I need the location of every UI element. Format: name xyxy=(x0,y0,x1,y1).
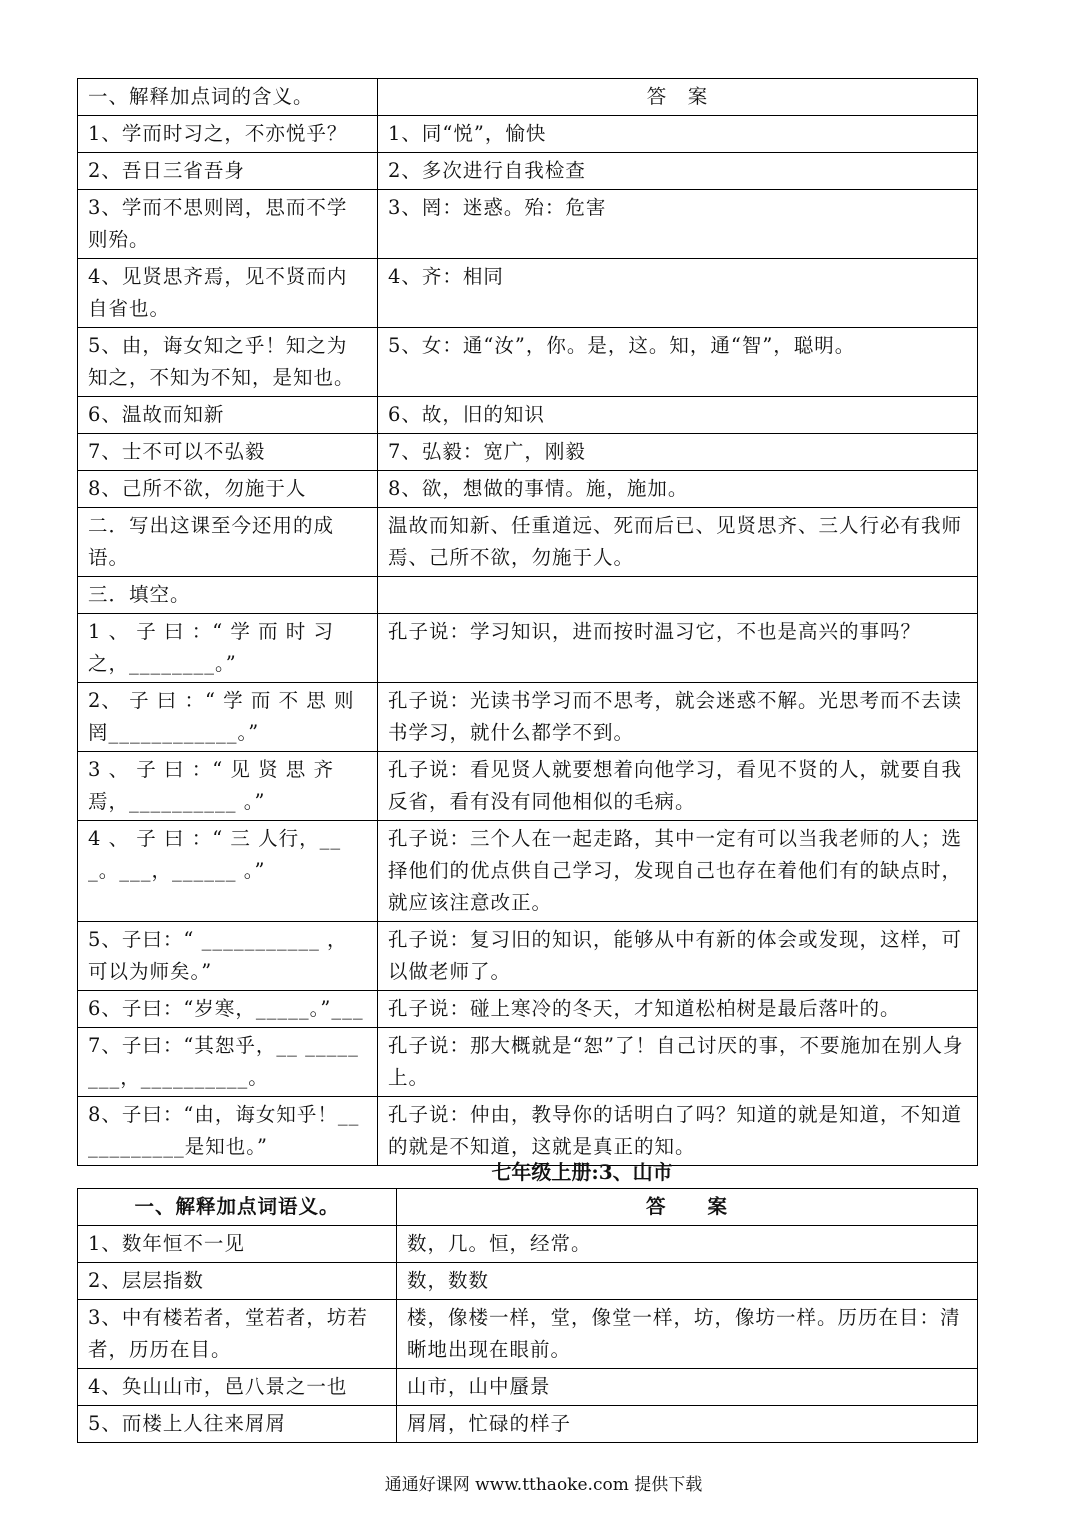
question-cell: 6、子曰：“岁寒，_____。”___ xyxy=(78,991,378,1028)
table-header-row xyxy=(78,1189,978,1226)
table-row xyxy=(78,683,978,752)
question-cell: 5、而楼上人往来屑屑 xyxy=(78,1406,397,1443)
table-row xyxy=(78,577,978,614)
answer-cell: 2、多次进行自我检查 xyxy=(378,153,978,190)
answer-cell: 孔子说：仲由，教导你的话明白了吗？知道的就是知道，不知道的就是不知道，这就是真正的知。 xyxy=(378,1097,978,1166)
answer-cell: 孔子说：看见贤人就要想着向他学习，看见不贤的人，就要自我反省，看有没有同他相似的毛病。 xyxy=(378,752,978,821)
answer-cell: 1、同“悦”，愉快 xyxy=(378,116,978,153)
header-answer: 答 案 xyxy=(378,79,978,116)
table-row xyxy=(78,259,978,328)
answer-cell: 楼，像楼一样，堂，像堂一样，坊，像坊一样。历历在目：清晰地出现在眼前。 xyxy=(397,1300,978,1369)
question-cell: 3、中有楼若者，堂若者，坊若者，历历在目。 xyxy=(78,1300,397,1369)
answer-cell: 孔子说：那大概就是“恕”了！自己讨厌的事，不要施加在别人身上。 xyxy=(378,1028,978,1097)
table-row xyxy=(78,922,978,991)
question-cell: 1、学而时习之，不亦悦乎？ xyxy=(78,116,378,153)
table-shanshi xyxy=(77,1188,978,1443)
table-row xyxy=(78,397,978,434)
answer-cell xyxy=(378,577,978,614)
table-row xyxy=(78,752,978,821)
question-cell: 6、温故而知新 xyxy=(78,397,378,434)
table-header-row xyxy=(78,79,978,116)
question-cell: 2、层层指数 xyxy=(78,1263,397,1300)
table-row xyxy=(78,1406,978,1443)
table-row xyxy=(78,328,978,397)
question-cell: 7、士不可以不弘毅 xyxy=(78,434,378,471)
table-row xyxy=(78,1369,978,1406)
header-answer: 答 案 xyxy=(397,1189,978,1226)
table-row xyxy=(78,991,978,1028)
answer-cell: 5、女：通“汝”，你。是，这。知，通“智”，聪明。 xyxy=(378,328,978,397)
question-cell: 7、子曰：“其恕乎，__ ________，__________。 xyxy=(78,1028,378,1097)
answer-cell: 屑屑，忙碌的样子 xyxy=(397,1406,978,1443)
table-row xyxy=(78,116,978,153)
question-cell: 4、奂山山市，邑八景之一也 xyxy=(78,1369,397,1406)
question-cell: 三．填空。 xyxy=(78,577,378,614)
footer-credit: 通通好课网 www.tthaoke.com 提供下载 xyxy=(384,1475,703,1495)
question-cell: 4、见贤思齐焉，见不贤而内自省也。 xyxy=(78,259,378,328)
question-cell: 1 、 子 曰 ：“ 学 而 时 习之，________。” xyxy=(78,614,378,683)
header-question: 一、解释加点词语义。 xyxy=(78,1189,397,1226)
answer-cell: 4、齐：相同 xyxy=(378,259,978,328)
answer-cell: 孔子说：三个人在一起走路，其中一定有可以当我老师的人；选择他们的优点供自己学习，发现自己也存在着他们有的缺点时，就应该注意改正。 xyxy=(378,821,978,922)
question-cell: 3、学而不思则罔，思而不学则殆。 xyxy=(78,190,378,259)
table-row xyxy=(78,1263,978,1300)
table-row xyxy=(78,1028,978,1097)
answer-cell: 孔子说：碰上寒冷的冬天，才知道松柏树是最后落叶的。 xyxy=(378,991,978,1028)
table-row xyxy=(78,153,978,190)
header-question: 一、解释加点词的含义。 xyxy=(78,79,378,116)
answer-cell: 3、罔：迷惑。殆：危害 xyxy=(378,190,978,259)
question-cell: 3 、 子 曰 ：“ 见 贤 思 齐焉，__________ 。” xyxy=(78,752,378,821)
answer-cell: 孔子说：光读书学习而不思考，就会迷惑不解。光思考而不去读书学习，就什么都学不到。 xyxy=(378,683,978,752)
answer-cell: 山市，山中蜃景 xyxy=(397,1369,978,1406)
answer-cell: 8、欲，想做的事情。施，施加。 xyxy=(378,471,978,508)
question-cell: 4 、 子 曰 ：“ 三 人行，___。___，______ 。” xyxy=(78,821,378,922)
table-row xyxy=(78,190,978,259)
answer-cell: 孔子说：复习旧的知识，能够从中有新的体会或发现，这样，可以做老师了。 xyxy=(378,922,978,991)
answer-cell: 6、故，旧的知识 xyxy=(378,397,978,434)
answer-cell: 孔子说：学习知识，进而按时温习它，不也是高兴的事吗？ xyxy=(378,614,978,683)
table-row xyxy=(78,1097,978,1166)
answer-cell: 7、弘毅：宽广，刚毅 xyxy=(378,434,978,471)
question-cell: 5、由，诲女知之乎！知之为知之，不知为不知，是知也。 xyxy=(78,328,378,397)
question-cell: 1、数年恒不一见 xyxy=(78,1226,397,1263)
table-lunyu xyxy=(77,78,978,1166)
question-cell: 2、 子 曰 ：“ 学 而 不 思 则罔____________。” xyxy=(78,683,378,752)
answer-cell: 数，数数 xyxy=(397,1263,978,1300)
table-row xyxy=(78,508,978,577)
answer-cell: 数，几。恒，经常。 xyxy=(397,1226,978,1263)
section-title: 七年级上册:3、山市 xyxy=(491,1160,673,1184)
table-row xyxy=(78,1226,978,1263)
table-row xyxy=(78,614,978,683)
answer-cell: 温故而知新、任重道远、死而后已、见贤思齐、三人行必有我师焉、己所不欲，勿施于人。 xyxy=(378,508,978,577)
table-row xyxy=(78,1300,978,1369)
question-cell: 5、子曰：“ ___________ ，可以为师矣。” xyxy=(78,922,378,991)
question-cell: 2、吾日三省吾身 xyxy=(78,153,378,190)
question-cell: 8、己所不欲，勿施于人 xyxy=(78,471,378,508)
question-cell: 8、子曰：“由，诲女知乎！___________是知也。” xyxy=(78,1097,378,1166)
table-row xyxy=(78,434,978,471)
question-cell: 二．写出这课至今还用的成语。 xyxy=(78,508,378,577)
table-row xyxy=(78,821,978,922)
table-row xyxy=(78,471,978,508)
